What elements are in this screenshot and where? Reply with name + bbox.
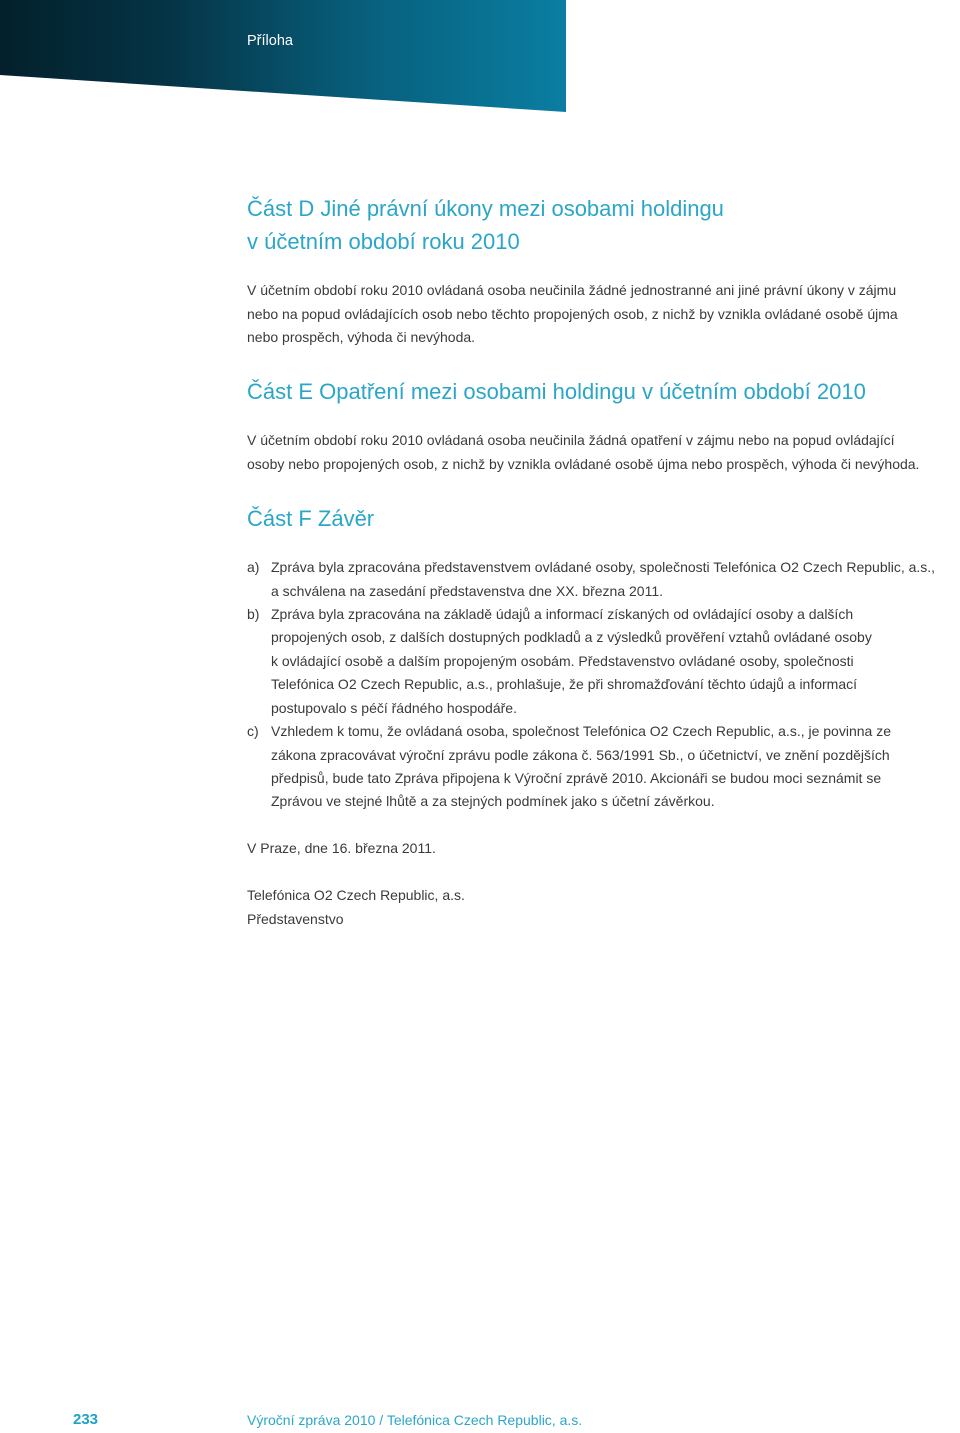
- list-item-text: [271, 720, 958, 814]
- header-section-label: Příloha: [247, 33, 293, 49]
- section-e-heading: [247, 375, 958, 408]
- list-item: [247, 720, 958, 814]
- list-item-line: Telefónica O2 Czech Republic, a.s., prohlašuje, že při shromažďování těchto údajů a informací: [271, 676, 858, 693]
- list-item-line: propojených osob, z dalších dostupných podkladů a z výsledků prověření vztahů ovládané osoby: [271, 629, 872, 646]
- list-item-line: k ovládající osobě a dalším propojeným osobám. Představenstvo ovládané osoby, společnosti: [271, 652, 854, 669]
- section-d: [247, 192, 958, 350]
- section-f-heading: [247, 502, 958, 535]
- closing-signatory-body: Představenstvo: [247, 910, 344, 927]
- list-marker: b): [247, 606, 260, 623]
- list-item: [247, 556, 958, 603]
- paragraph-line: osoby nebo propojených osob, z nichž by vznikla ovládané osobě újma nebo prospěch, výhoda či nevýhoda.: [247, 455, 920, 472]
- section-e-heading-line: Část E Opatření mezi osobami holdingu v účetním období 2010: [247, 378, 866, 404]
- paragraph-line: V účetním období roku 2010 ovládaná osoba neučinila žádné jednostranné ani jiné právní úkony v zájmu: [247, 282, 897, 299]
- section-d-paragraph: [247, 279, 958, 350]
- list-item-line: Vzhledem k tomu, že ovládaná osoba, společnost Telefónica O2 Czech Republic, a.s., je povinna ze: [271, 723, 891, 740]
- list-item-line: zákona zpracovávat výroční zprávu podle zákona č. 563/1991 Sb., o účetnictví, ve znění pozdějších: [271, 746, 890, 763]
- paragraph-line: V účetním období roku 2010 ovládaná osoba neučinila žádná opatření v zájmu nebo na popud ovládající: [247, 432, 895, 449]
- document-body: [247, 192, 958, 932]
- conclusion-list: [247, 556, 958, 813]
- section-d-heading-line: v účetním období roku 2010: [247, 228, 520, 254]
- list-item-line: předpisů, bude tato Zpráva připojena k Výroční zprávě 2010. Akcionáři se budou moci seznámit se: [271, 769, 882, 786]
- paragraph-line: nebo na popud ovládajících osob nebo těchto propojených osob, z nichž by vznikla ovládané osobě újma: [247, 305, 898, 322]
- closing-company: Telefónica O2 Czech Republic, a.s.: [247, 887, 465, 904]
- paragraph-line: nebo prospěch, výhoda či nevýhoda.: [247, 329, 476, 346]
- section-e-paragraph: [247, 429, 958, 476]
- list-item-line: Zpráva byla zpracována na základě údajů a informací získaných od ovládající osoby a dalších: [271, 606, 854, 623]
- section-d-heading-line: Část D Jiné právní úkony mezi osobami holdingu: [247, 195, 724, 221]
- section-f-heading-line: Část F Závěr: [247, 505, 375, 531]
- section-e: [247, 375, 958, 477]
- section-f: [247, 502, 958, 814]
- list-item-line: Zprávou ve stejné lhůtě a za stejných podmínek jako s účetní závěrkou.: [271, 793, 715, 810]
- closing-place-date: V Praze, dne 16. března 2011.: [247, 840, 436, 857]
- list-item-line: Zpráva byla zpracována představenstvem ovládané osoby, společnosti Telefónica O2 Czech Republic, a.s.,: [271, 559, 936, 576]
- section-d-heading: [247, 192, 958, 258]
- page-number: 233: [73, 1411, 99, 1428]
- footer-publication-label: Výroční zpráva 2010 / Telefónica Czech Republic, a.s.: [247, 1412, 583, 1428]
- list-item-text: [271, 556, 958, 603]
- list-item-line: a schválena na zasedání představenstva dne XX. března 2011.: [271, 582, 664, 599]
- list-marker: a): [247, 559, 260, 576]
- list-item-text: [271, 603, 958, 720]
- list-marker: c): [247, 723, 259, 740]
- list-item: [247, 603, 958, 720]
- header-band: [0, 0, 566, 112]
- list-item-line: postupovalo s péčí řádného hospodáře.: [271, 699, 517, 716]
